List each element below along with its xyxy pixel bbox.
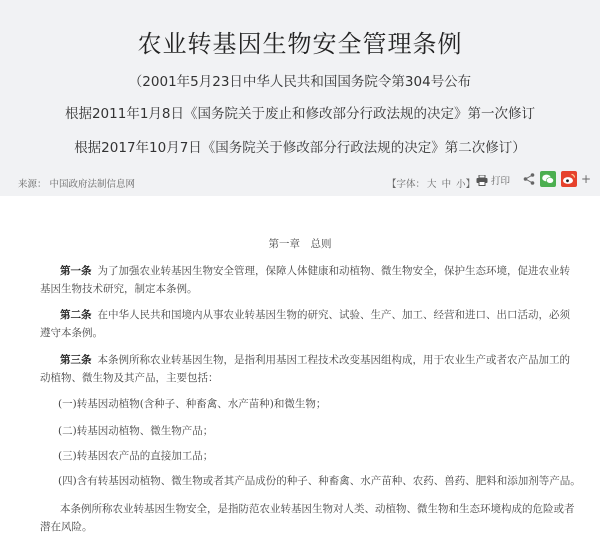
wechat-icon[interactable] (540, 171, 556, 187)
printer-icon (476, 175, 488, 186)
font-size-selector (385, 176, 475, 190)
list-item: (二)转基因动植物、微生物产品； (58, 425, 214, 437)
definition-paragraph: 本条例所称农业转基因生物安全，是指防范农业转基因生物对人类、动植物、微生物和生态环境构成的危险或者潜在风险。 (40, 503, 575, 533)
article-1-label: 第一条 (60, 265, 92, 277)
publication-note: （2001年5月23日中华人民共和国国务院令第304号公布 (128, 74, 472, 90)
list-item: (一)转基因动植物(含种子、种畜禽、水产苗种)和微生物； (58, 398, 327, 410)
article-2 (40, 306, 575, 342)
font-size-medium[interactable]: 中 (441, 179, 452, 190)
list-item: (四)含有转基因动植物、微生物或者其产品成份的种子、种畜禽、水产苗种、农药、兽药、肥料和添加剂等产品。 (58, 475, 581, 487)
article-3-label: 第三条 (60, 354, 92, 366)
source-label: 来源： 中国政府法制信息网 (18, 179, 136, 190)
print-label: 打印 (491, 176, 511, 187)
article-1-text: 为了加强农业转基因生物安全管理，保障人体健康和动植物、微生物安全，保护生态环境，促进农业转基因生物技术研究，制定本条例。 (40, 265, 570, 295)
article-3-text: 本条例所称农业转基因生物，是指利用基因工程技术改变基因组构成，用于农业生产或者农产品加工的动植物、微生物及其产品，主要包括： (40, 354, 570, 384)
list-item: (三)转基因农产品的直接加工品； (58, 450, 214, 462)
article-title: 农业转基因生物安全管理条例 (137, 30, 463, 58)
first-revision-note: 根据2011年1月8日《国务院关于废止和修改部分行政法规的决定》第一次修订 (64, 106, 536, 122)
share-icon[interactable] (522, 172, 536, 186)
font-size-small[interactable]: 小】 (456, 179, 476, 190)
article-meta-bar (0, 170, 600, 194)
font-size-large[interactable]: 大 (427, 179, 437, 190)
chapter-heading: 第一章 总则 (268, 238, 332, 250)
print-button[interactable] (476, 173, 510, 187)
article-1 (40, 262, 575, 298)
font-size-label: 【字体： (387, 179, 426, 190)
article-3 (40, 351, 575, 387)
second-revision-note: 根据2017年10月7日《国务院关于修改部分行政法规的决定》第二次修订） (74, 140, 526, 156)
article-2-label: 第二条 (60, 309, 92, 321)
more-share-button[interactable]: + (581, 172, 592, 186)
weibo-icon[interactable] (561, 171, 577, 187)
article-2-text: 在中华人民共和国境内从事农业转基因生物的研究、试验、生产、加工、经营和进口、出口活动，必须遵守本条例。 (40, 309, 570, 339)
article-header (0, 0, 600, 196)
